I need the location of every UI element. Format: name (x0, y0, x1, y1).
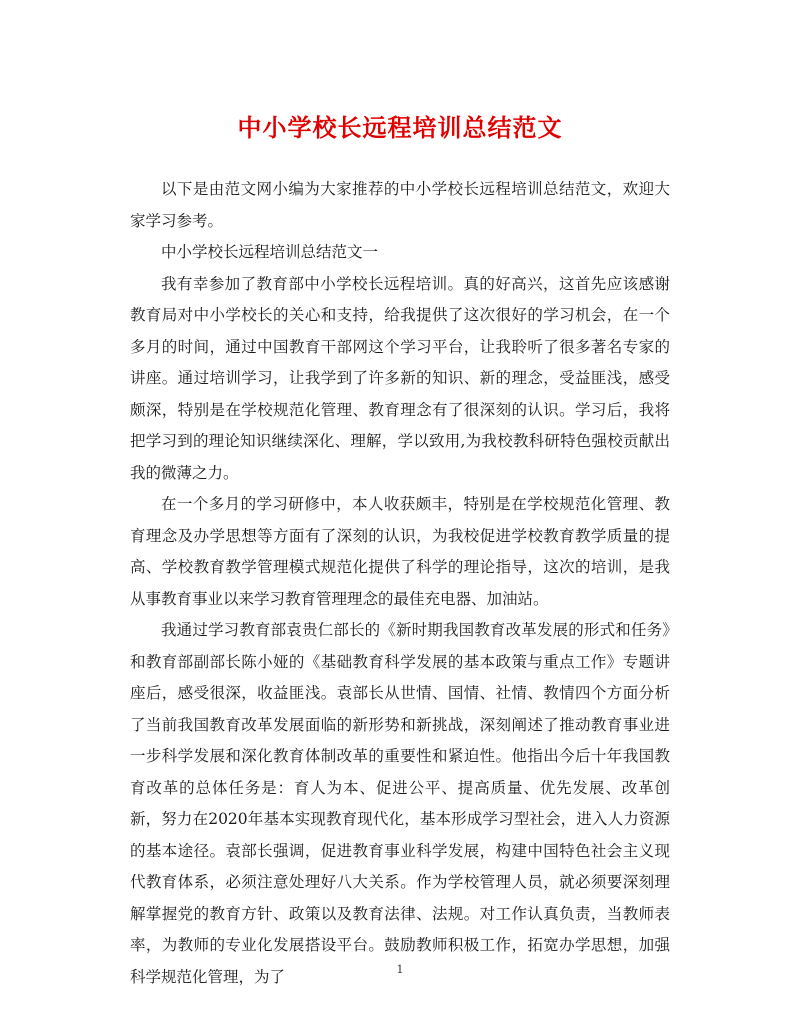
document-title: 中小学校长远程培训总结范文 (237, 114, 563, 142)
body-paragraph: 我通过学习教育部袁贵仁部长的《新时期我国教育改革发展的形式和任务》和教育部副部长陈小娅的《基础教育科学发展的基本政策与重点工作》专题讲座后，感受很深，收益匪浅。袁部长从世情、国情、社情、教情四个方面分析了当前我国教育改革发展面临的新形势和新挑战，深刻阐述了推动教育事业进一步科学发展和深化教育体制改革的重要性和紧迫性。他指出今后十年我国教育改革的总体任务是：育人为本、促进公平、提高质量、优先发展、改革创新，努力在2020年基本实现教育现代化，基本形成学习型社会，进入人力资源的基本途径。袁部长强调，促进教育事业科学发展，构建中国特色社会主义现代教育体系，必须注意处理好八大关系。作为学校管理人员，就必须要深刻理解掌握党的教育方针、政策以及教育法律、法规。对工作认真负责，当教师表率，为教师的专业化发展搭设平台。鼓励教师积极工作，拓宽办学思想，加强科学规范化管理，为了 (130, 621, 670, 986)
intro-paragraph: 以下是由范文网小编为大家推荐的中小学校长远程培训总结范文，欢迎大家学习参考。 (130, 180, 670, 230)
body-paragraph: 在一个多月的学习研修中，本人收获颇丰，特别是在学校规范化管理、教育理念及办学思想等方面有了深刻的认识，为我校促进学校教育教学质量的提高、学校教育教学管理模式规范化提供了科学的理论指导，这次的培训，是我从事教育事业以来学习教育管理理念的最佳充电器、加油站。 (130, 495, 670, 608)
document-body (130, 174, 670, 993)
section-heading: 中小学校长远程培训总结范文一 (161, 243, 379, 261)
body-paragraph: 我有幸参加了教育部中小学校长远程培训。真的好高兴，这首先应该感谢教育局对中小学校长的关心和支持，给我提供了这次很好的学习机会，在一个多月的时间，通过中国教育干部网这个学习平台，让我聆听了很多著名专家的讲座。通过培训学习，让我学到了许多新的知识、新的理念，受益匪浅，感受颇深，特别是在学校规范化管理、教育理念有了很深刻的认识。学习后，我将把学习到的理论知识继续深化、理解，学以致用,为我校教科研特色强校贡献出我的微薄之力。 (130, 274, 670, 482)
page-number: 1 (396, 963, 404, 976)
